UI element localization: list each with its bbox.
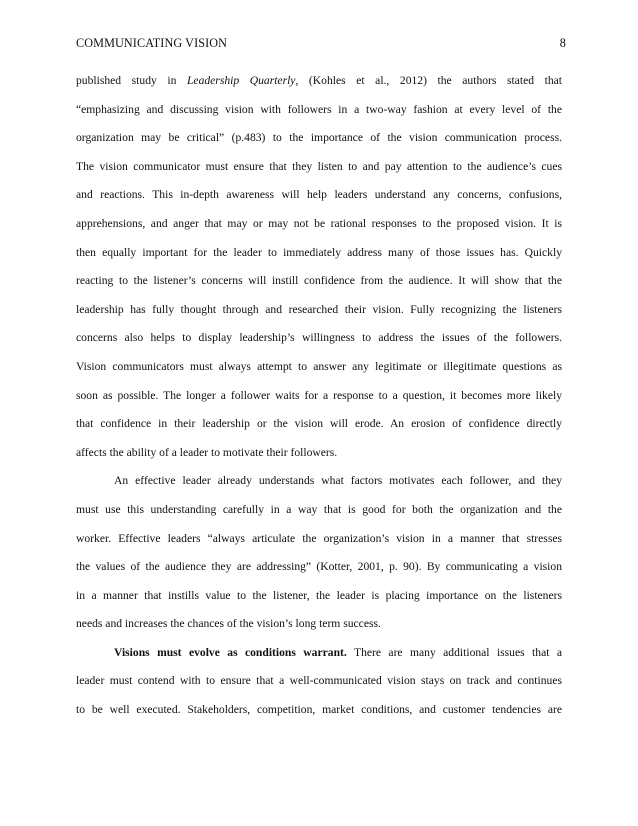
text-line: published study in Leadership Quarterly, (Kohles et al., 2012) the authors stated that [76, 74, 563, 87]
running-title: COMMUNICATING VISION [76, 36, 228, 50]
text-line: the values of the audience they are addressing” (Kotter, 2001, p. 90). By communicating a vision [76, 560, 562, 574]
text-line: organization may be critical” (p.483) to the importance of the vision communication process. [76, 131, 562, 145]
text-line: An effective leader already understands what factors motivates each follower, and they [114, 474, 562, 488]
text-line: “emphasizing and discussing vision with followers in a two-way fashion at every level of the [76, 102, 562, 116]
body-text [76, 67, 562, 725]
section-heading: Visions must evolve as conditions warrant. [114, 645, 347, 659]
text-line: to be well executed. Stakeholders, competition, market conditions, and customer tendencies are [76, 703, 562, 717]
text-line: and reactions. This in-depth awareness will help leaders understand any concerns, confusions, [76, 188, 562, 202]
text-line: then equally important for the leader to immediately address many of those issues has. Quickly [76, 245, 562, 259]
text-line: needs and increases the chances of the vision’s long term success. [76, 617, 381, 631]
text-line: must use this understanding carefully in a way that is good for both the organization and the [76, 502, 562, 516]
text-line: worker. Effective leaders “always articulate the organization’s vision in a manner that stresses [76, 531, 562, 545]
text-line: leader must contend with to ensure that a well-communicated vision stays on track and continues [76, 674, 562, 688]
text-line: apprehensions, and anger that may or may not be rational responses to the proposed vision. It is [76, 216, 562, 230]
text-line: soon as possible. The longer a follower waits for a response to a question, it becomes more likely [76, 388, 562, 402]
text-line: Vision communicators must always attempt to answer any legitimate or illegitimate questions as [76, 359, 562, 373]
text-line: Visions must evolve as conditions warrant. There are many additional issues that a [114, 645, 562, 659]
text-line: that confidence in their leadership or the vision will erode. An erosion of confidence directly [76, 417, 562, 431]
journal-title: Leadership Quarterly [186, 74, 296, 87]
text-line: in a manner that instills value to the listener, the leader is placing importance on the listeners [76, 588, 562, 602]
page-number: 8 [559, 36, 566, 50]
text-line: affects the ability of a leader to motivate their followers. [76, 445, 338, 459]
text-line: reacting to the listener’s concerns will instill confidence from the audience. It will show that the [76, 274, 562, 288]
text-line: concerns also helps to display leadership’s willingness to address the issues of the followers. [76, 331, 562, 345]
text-line: leadership has fully thought through and researched their vision. Fully recognizing the listeners [76, 302, 562, 316]
text-line: The vision communicator must ensure that they listen to and pay attention to the audience’s cues [76, 159, 562, 173]
running-head [76, 36, 566, 51]
